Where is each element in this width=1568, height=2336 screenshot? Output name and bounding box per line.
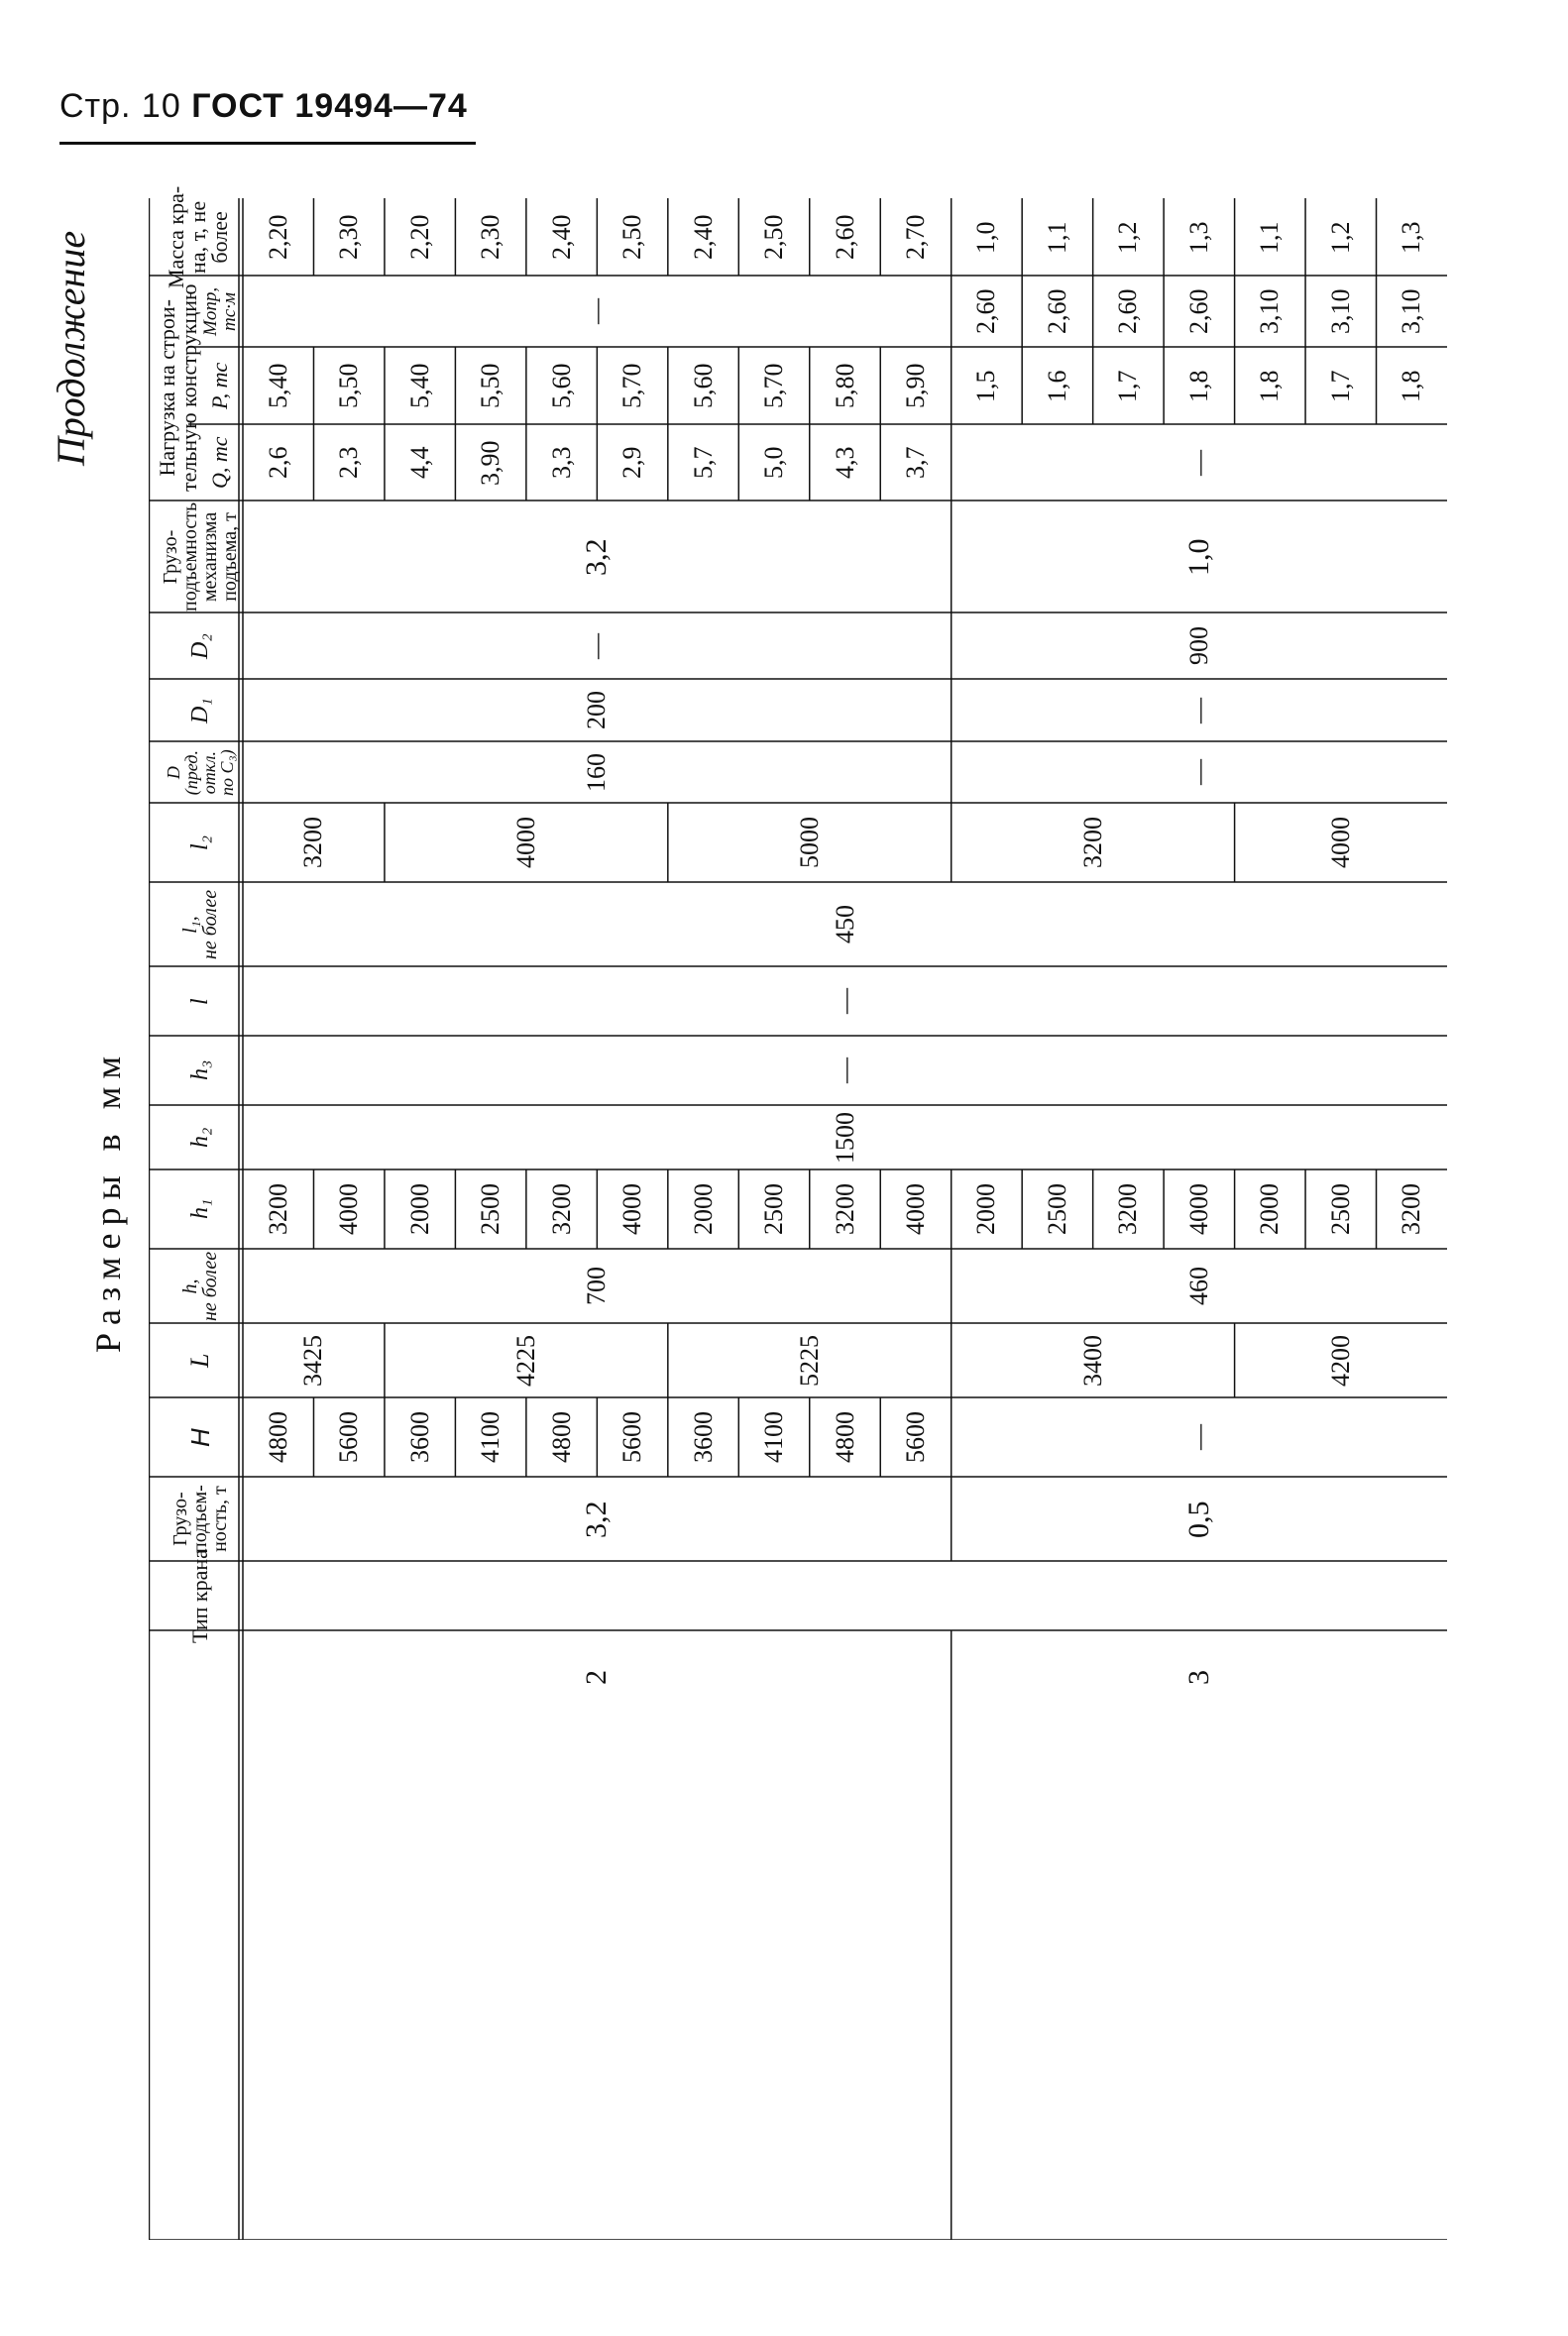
- cell-h2: 1500: [830, 1111, 859, 1164]
- cell-l1: 450: [830, 905, 859, 944]
- cell-d: 160: [582, 752, 612, 792]
- cell-h1: 4000: [1183, 1183, 1213, 1235]
- cell-big-h: 5600: [900, 1411, 930, 1463]
- cell-d2: —: [582, 632, 612, 659]
- cell-mass: 1,2: [1325, 221, 1355, 254]
- header-p: P, тс: [207, 362, 232, 409]
- cell-h1: 2500: [759, 1183, 789, 1235]
- header-q: Q, тс: [207, 436, 232, 489]
- cell-h1: 2500: [1325, 1183, 1355, 1235]
- cell-p: 5,60: [688, 363, 718, 408]
- header-l1: l₁, не более: [178, 889, 221, 959]
- cell-l2: 5000: [794, 817, 824, 868]
- cell-p: 5,60: [546, 363, 576, 408]
- dimensions-table: [149, 185, 1447, 2240]
- page-header: [59, 87, 468, 126]
- cell-h1: 3200: [546, 1183, 576, 1235]
- header-rule: [59, 142, 476, 145]
- cell-l2: 4000: [510, 817, 540, 868]
- cell-big-h: 3600: [688, 1411, 718, 1463]
- cell-q: 3,7: [900, 446, 930, 479]
- cell-h1: 4000: [334, 1183, 364, 1235]
- header-l2: l₂: [186, 834, 213, 850]
- cell-mass: 2,70: [900, 214, 930, 260]
- cell-p: 5,50: [334, 363, 364, 408]
- cell-m: 3,10: [1255, 288, 1285, 334]
- cell-big-l: 3425: [298, 1334, 328, 1387]
- cell-mech: 1,0: [1181, 538, 1215, 576]
- cell-h1: 3200: [830, 1183, 859, 1235]
- header-type: Тип крана: [186, 1548, 212, 1643]
- header-mass: Масса кра- на, т, не более: [163, 185, 232, 288]
- document-code: ГОСТ 19494—74: [191, 87, 468, 125]
- cell-q: 5,7: [688, 446, 718, 479]
- cell-mass: 2,30: [476, 214, 505, 260]
- cell-mass: 2,40: [688, 214, 718, 260]
- cell-big-h: 4100: [759, 1411, 789, 1463]
- cell-p: 5,70: [759, 363, 789, 408]
- cell-m: 2,60: [1113, 288, 1143, 334]
- cell-p: 1,8: [1183, 370, 1213, 402]
- header-l: l: [186, 997, 213, 1005]
- cell-p: 5,40: [263, 363, 292, 408]
- cell-big-h: —: [1183, 1424, 1213, 1450]
- header-d: D (пред. откл. по C₃): [163, 748, 237, 796]
- cell-p: 5,50: [476, 363, 505, 408]
- cell-m: 3,10: [1325, 288, 1355, 334]
- cell-p: 5,70: [617, 363, 647, 408]
- cell-h1: 2500: [476, 1183, 505, 1235]
- cell-mass: 1,3: [1183, 221, 1213, 254]
- cell-p: 5,80: [830, 363, 859, 408]
- cell-p: 5,40: [404, 363, 434, 408]
- cell-big-h: 4800: [263, 1411, 292, 1463]
- cell-m: 2,60: [1042, 288, 1071, 334]
- cell-q: 4,4: [404, 446, 434, 479]
- cell-h3: —: [830, 1057, 859, 1083]
- cell-big-l: 4225: [510, 1334, 540, 1387]
- cell-h: 460: [1183, 1267, 1213, 1305]
- cell-type: 2: [580, 1670, 614, 1685]
- cell-h1: 3200: [1397, 1183, 1426, 1235]
- cell-d1: —: [1183, 697, 1213, 723]
- cell-h1: 3200: [263, 1183, 292, 1235]
- header-h: h, не более: [178, 1251, 221, 1321]
- header-h3: h₃: [186, 1059, 213, 1080]
- header-d2: D₂: [186, 632, 213, 659]
- cell-mass: 1,1: [1042, 221, 1071, 254]
- cell-capacity: 0,5: [1181, 1501, 1215, 1538]
- cell-mass: 2,50: [759, 214, 789, 260]
- cell-capacity: 3,2: [580, 1501, 614, 1538]
- cell-h1: 4000: [900, 1183, 930, 1235]
- cell-big-l: 4200: [1325, 1334, 1355, 1387]
- cell-d: —: [1183, 759, 1213, 785]
- cell-mass: 2,60: [830, 214, 859, 260]
- cell-mass: 2,20: [404, 214, 434, 260]
- cell-m: 2,60: [1183, 288, 1213, 334]
- cell-h1: 2000: [1255, 1183, 1285, 1235]
- cell-type: 3: [1181, 1670, 1215, 1685]
- cell-big-l: 5225: [794, 1334, 824, 1387]
- cell-mass: 1,0: [971, 221, 1001, 254]
- cell-p: 1,7: [1113, 370, 1143, 402]
- cell-mass: 2,50: [617, 214, 647, 260]
- cell-p: 1,7: [1325, 370, 1355, 402]
- cell-q: 5,0: [759, 446, 789, 479]
- cell-h1: 2500: [1042, 1183, 1071, 1235]
- cell-h1: 2000: [971, 1183, 1001, 1235]
- cell-m: 3,10: [1397, 288, 1426, 334]
- header-big-h: H: [184, 1427, 215, 1447]
- cell-l2: 4000: [1325, 817, 1355, 868]
- cell-q: 3,90: [476, 440, 505, 486]
- cell-d1: 200: [582, 691, 612, 729]
- cell-l2: 3200: [1077, 817, 1107, 868]
- cell-mass: 2,20: [263, 214, 292, 260]
- header-load-group: Нагрузка на строи- тельную конструкцию: [155, 283, 201, 492]
- cell-q: 2,3: [334, 446, 364, 479]
- cell-big-h: 5600: [617, 1411, 647, 1463]
- cell-mass: 2,30: [334, 214, 364, 260]
- cell-h: 700: [582, 1267, 612, 1305]
- cell-big-h: 4800: [546, 1411, 576, 1463]
- cell-mass: 1,3: [1397, 221, 1426, 254]
- cell-h1: 2000: [404, 1183, 434, 1235]
- continuation-caption: Продолжение: [49, 230, 93, 466]
- cell-h1: 2000: [688, 1183, 718, 1235]
- cell-mech: 3,2: [580, 538, 614, 576]
- cell-q: 2,6: [263, 446, 292, 479]
- cell-m: 2,60: [971, 288, 1001, 334]
- header-d1: D₁: [186, 697, 213, 723]
- cell-q: —: [1183, 449, 1213, 476]
- cell-p: 1,8: [1397, 370, 1426, 402]
- header-m: Mопр, тс·м: [200, 286, 240, 336]
- cell-q: 4,3: [830, 446, 859, 479]
- units-caption: Размеры в мм: [88, 1048, 128, 1353]
- cell-big-h: 5600: [334, 1411, 364, 1463]
- cell-p: 1,5: [971, 370, 1001, 402]
- header-mech-capacity: Грузо- подъемность механизма подъема, т: [159, 501, 241, 612]
- cell-p: 1,8: [1255, 370, 1285, 402]
- header-h2: h₂: [186, 1127, 213, 1148]
- cell-q: 2,9: [617, 446, 647, 479]
- cell-big-h: 4800: [830, 1411, 859, 1463]
- header-big-l: L: [184, 1353, 214, 1368]
- header-h1: h₁: [186, 1198, 213, 1219]
- cell-m: —: [582, 298, 612, 324]
- cell-l: —: [830, 988, 859, 1014]
- cell-p: 5,90: [900, 363, 930, 408]
- page-number: Стр. 10: [59, 87, 181, 125]
- cell-mass: 1,1: [1255, 221, 1285, 254]
- cell-mass: 1,2: [1113, 221, 1143, 254]
- cell-h1: 3200: [1113, 1183, 1143, 1235]
- cell-mass: 2,40: [546, 214, 576, 260]
- cell-d2: 900: [1183, 626, 1213, 665]
- header-capacity: Грузо- подъем- ность, т: [168, 1485, 231, 1553]
- cell-big-l: 3400: [1077, 1334, 1107, 1387]
- cell-p: 1,6: [1042, 370, 1071, 402]
- cell-big-h: 3600: [404, 1411, 434, 1463]
- cell-q: 3,3: [546, 446, 576, 479]
- cell-l2: 3200: [298, 817, 328, 868]
- cell-big-h: 4100: [476, 1411, 505, 1463]
- cell-h1: 4000: [617, 1183, 647, 1235]
